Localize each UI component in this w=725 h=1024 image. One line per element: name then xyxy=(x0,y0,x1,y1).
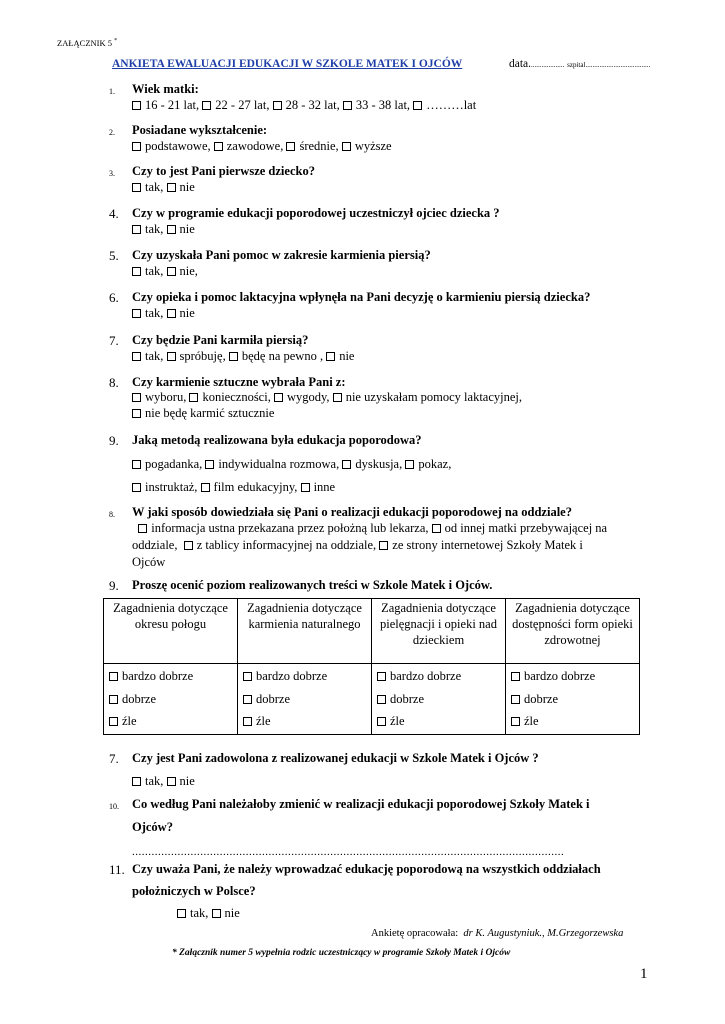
checkbox[interactable] xyxy=(405,460,414,469)
checkbox[interactable] xyxy=(274,393,283,402)
question-number: 2. xyxy=(109,128,115,137)
checkbox[interactable] xyxy=(167,225,176,234)
checkbox[interactable] xyxy=(202,101,211,110)
question-number: 8. xyxy=(109,510,115,519)
answer-options: tak, spróbuję, będę na pewno , nie xyxy=(132,349,354,364)
question-number: 5. xyxy=(109,248,119,263)
question-text: Wiek matki: xyxy=(132,82,199,96)
checkbox[interactable] xyxy=(229,352,238,361)
checkbox[interactable] xyxy=(167,309,176,318)
question-text: W jaki sposób dowiedziała się Pani o realizacji edukacji poporodowej na oddziale? xyxy=(132,505,572,519)
checkbox[interactable] xyxy=(132,183,141,192)
checkbox[interactable] xyxy=(432,524,441,533)
checkbox[interactable] xyxy=(273,101,282,110)
checkbox[interactable] xyxy=(132,393,141,402)
page-number: 1 xyxy=(640,966,648,982)
checkbox[interactable] xyxy=(132,309,141,318)
survey-title: ANKIETA EWALUACJI EDUKACJI W SZKOLE MATEK I OJCÓW xyxy=(112,58,463,70)
answer-options: wyboru, konieczności, wygody, nie uzyskałam pomocy laktacyjnej, xyxy=(132,390,522,405)
checkbox[interactable] xyxy=(243,695,252,704)
checkbox[interactable] xyxy=(286,142,295,151)
rating-cell: bardzo dobrze dobrze źle xyxy=(372,664,506,735)
question-text: Czy będzie Pani karmiła piersią? xyxy=(132,333,309,347)
answer-options: pogadanka, indywidualna rozmowa, dyskusja, pokaz, xyxy=(132,457,451,472)
checkbox[interactable] xyxy=(109,695,118,704)
prepared-by: Ankietę opracowała: dr K. Augustyniuk., M.Grzegorzewska xyxy=(371,928,624,939)
checkbox[interactable] xyxy=(214,142,223,151)
question-text: Czy uzyskała Pani pomoc w zakresie karmienia piersią? xyxy=(132,248,431,262)
table-header: Zagadnienia dotyczące karmienia naturalnego xyxy=(238,599,372,664)
checkbox[interactable] xyxy=(132,483,141,492)
checkbox[interactable] xyxy=(377,672,386,681)
checkbox[interactable] xyxy=(377,695,386,704)
rating-cell: bardzo dobrze dobrze źle xyxy=(506,664,640,735)
answer-line[interactable]: ..................................................................................................................................... xyxy=(132,846,565,858)
checkbox[interactable] xyxy=(342,460,351,469)
question-text: Proszę ocenić poziom realizowanych treści w Szkole Matek i Ojców. xyxy=(132,578,493,592)
checkbox[interactable] xyxy=(301,483,310,492)
checkbox[interactable] xyxy=(132,460,141,469)
question-number: 4. xyxy=(109,206,119,221)
answer-options: nie będę karmić sztucznie xyxy=(132,406,274,421)
question-number: 8. xyxy=(109,375,119,390)
question-text: Czy karmienie sztuczne wybrała Pani z: xyxy=(132,375,346,389)
checkbox[interactable] xyxy=(243,672,252,681)
question-number: 3. xyxy=(109,169,115,178)
question-number: 9. xyxy=(109,578,119,593)
checkbox[interactable] xyxy=(138,524,147,533)
question-text: położniczych w Polsce? xyxy=(132,884,256,898)
question-text: Czy to jest Pani pierwsze dziecko? xyxy=(132,164,315,178)
table-header: Zagadnienia dotyczące okresu połogu xyxy=(104,599,238,664)
checkbox[interactable] xyxy=(132,101,141,110)
question-number: 6. xyxy=(109,290,119,305)
checkbox[interactable] xyxy=(201,483,210,492)
answer-options: informacja ustna przekazana przez położną lub lekarza, od innej matki przebywającej na oddziale, z tablicy informacyjnej na oddziale, ze strony internetowej Szkoły Matek i Ojców xyxy=(132,521,608,569)
answer-options: tak, nie, xyxy=(132,264,198,279)
attachment-label: ZAŁĄCZNIK 5 * xyxy=(57,38,118,48)
answer-options: tak, nie xyxy=(132,306,195,321)
checkbox[interactable] xyxy=(167,183,176,192)
question-text: Co według Pani należałoby zmienić w realizacji edukacji poporodowej Szkoły Matek i xyxy=(132,797,590,811)
table-header: Zagadnienia dotyczące pielęgnacji i opieki nad dzieckiem xyxy=(372,599,506,664)
answer-options: instruktaż, film edukacyjny, inne xyxy=(132,480,335,495)
question-number: 7. xyxy=(109,751,119,766)
checkbox[interactable] xyxy=(377,717,386,726)
checkbox[interactable] xyxy=(177,909,186,918)
checkbox[interactable] xyxy=(167,352,176,361)
question-text: Czy w programie edukacji poporodowej uczestniczył ojciec dziecka ? xyxy=(132,206,500,220)
question-text: Ojców? xyxy=(132,820,173,834)
checkbox[interactable] xyxy=(511,695,520,704)
checkbox[interactable] xyxy=(326,352,335,361)
question-text: Czy opieka i pomoc laktacyjna wpłynęła na Pani decyzję o karmieniu piersią dziecka? xyxy=(132,290,591,304)
checkbox[interactable] xyxy=(132,409,141,418)
footnote: * Załącznik numer 5 wypełnia rodzic uczestniczący w programie Szkoły Matek i Ojców xyxy=(172,948,511,958)
answer-options: tak, nie xyxy=(177,906,240,921)
answer-options: tak, nie xyxy=(132,222,195,237)
checkbox[interactable] xyxy=(511,672,520,681)
checkbox[interactable] xyxy=(132,225,141,234)
table-header: Zagadnienia dotyczące dostępności form opieki zdrowotnej xyxy=(506,599,640,664)
question-text: Jaką metodą realizowana była edukacja poporodowa? xyxy=(132,433,422,447)
checkbox[interactable] xyxy=(343,101,352,110)
question-text: Posiadane wykształcenie: xyxy=(132,123,268,137)
checkbox[interactable] xyxy=(109,717,118,726)
date-hospital-fields: data.................... szpital..................................... xyxy=(509,58,651,70)
question-number: 10. xyxy=(109,802,119,811)
checkbox[interactable] xyxy=(132,352,141,361)
checkbox[interactable] xyxy=(132,267,141,276)
answer-options: tak, nie xyxy=(132,774,195,789)
checkbox[interactable] xyxy=(212,909,221,918)
checkbox[interactable] xyxy=(413,101,422,110)
checkbox[interactable] xyxy=(132,777,141,786)
checkbox[interactable] xyxy=(333,393,342,402)
question-number: 7. xyxy=(109,333,119,348)
evaluation-table xyxy=(103,598,640,735)
checkbox[interactable] xyxy=(205,460,214,469)
checkbox[interactable] xyxy=(167,267,176,276)
checkbox[interactable] xyxy=(189,393,198,402)
checkbox[interactable] xyxy=(167,777,176,786)
checkbox[interactable] xyxy=(132,142,141,151)
rating-cell: bardzo dobrze dobrze źle xyxy=(104,664,238,735)
rating-cell: bardzo dobrze dobrze źle xyxy=(238,664,372,735)
question-number: 11. xyxy=(109,862,125,877)
question-number: 1. xyxy=(109,87,115,96)
checkbox[interactable] xyxy=(109,672,118,681)
question-text: Czy uważa Pani, że należy wprowadzać edukację poporodową na wszystkich oddziałach xyxy=(132,862,601,876)
checkbox[interactable] xyxy=(379,541,388,550)
answer-options: podstawowe, zawodowe, średnie, wyższe xyxy=(132,139,392,154)
checkbox[interactable] xyxy=(243,717,252,726)
question-text: Czy jest Pani zadowolona z realizowanej edukacji w Szkole Matek i Ojców ? xyxy=(132,751,539,765)
checkbox[interactable] xyxy=(184,541,193,550)
answer-options: 16 - 21 lat, 22 - 27 lat, 28 - 32 lat, 33 - 38 lat, ………lat xyxy=(132,98,476,113)
answer-options: tak, nie xyxy=(132,180,195,195)
checkbox[interactable] xyxy=(342,142,351,151)
checkbox[interactable] xyxy=(511,717,520,726)
question-number: 9. xyxy=(109,433,119,448)
